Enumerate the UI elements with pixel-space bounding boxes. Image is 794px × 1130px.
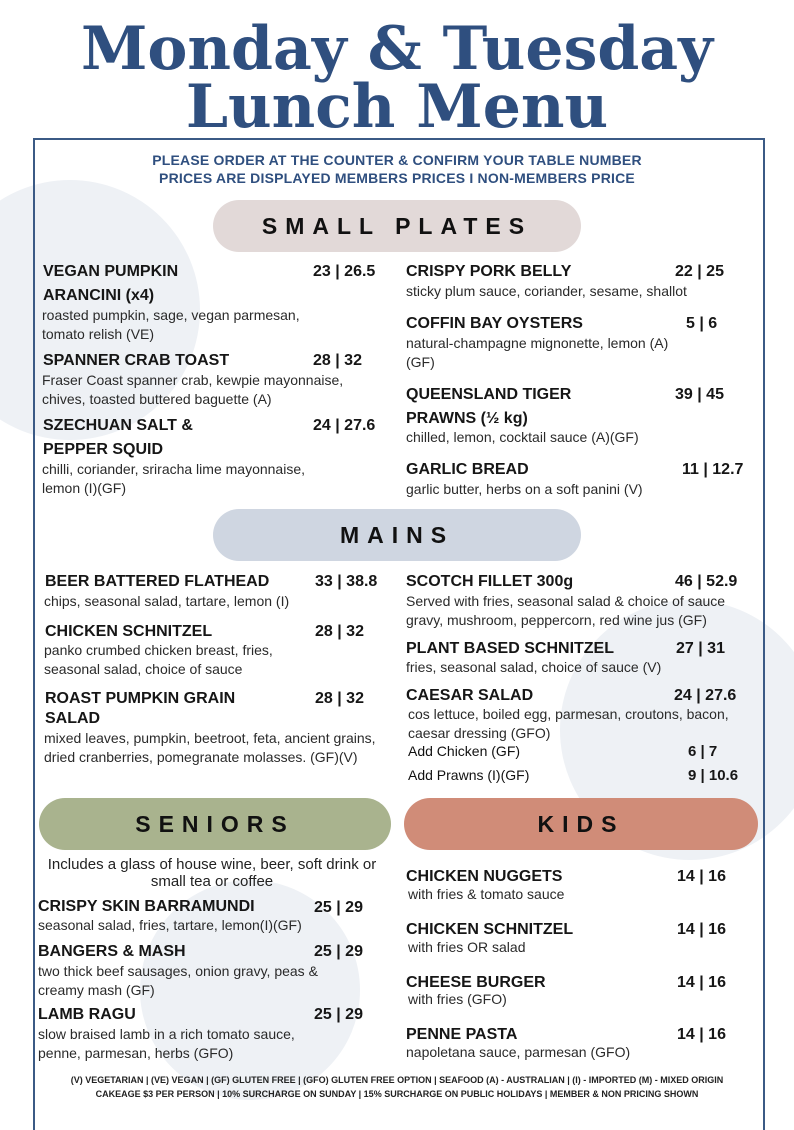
- item-name: PEPPER SQUID: [43, 441, 164, 458]
- item-description: cos lettuce, boiled egg, parmesan, croutons, bacon, caesar dressing (GFO): [408, 706, 729, 741]
- item-name: SZECHUAN SALT &: [43, 417, 193, 434]
- item-price: 33 | 38.8: [315, 573, 378, 590]
- surcharge-notice: CAKEAGE $3 PER PERSON | 10% SURCHARGE ON SUNDAY | 15% SURCHARGE ON PUBLIC HOLIDAYS | MEMBER & NON PRICING SHOWN: [95, 1089, 699, 1099]
- item-price: 27 | 31: [676, 640, 725, 657]
- item-name: BANGERS & MASH: [38, 943, 186, 960]
- item-price: 14 | 16: [677, 974, 726, 991]
- item-name: VEGAN PUMPKIN: [43, 263, 179, 280]
- menu-title-line-1: Monday & Tuesday: [80, 14, 714, 84]
- item-price: 28 | 32: [313, 352, 362, 369]
- item-description: Fraser Coast spanner crab, kewpie mayonnaise, chives, toasted buttered baguette (A): [42, 372, 344, 407]
- item-description: Served with fries, seasonal salad & choice of sauce gravy, mushroom, peppercorn, red wine jus (GF): [406, 593, 726, 628]
- item-description: fries, seasonal salad, choice of sauce (V): [406, 659, 662, 675]
- item-name: LAMB RAGU: [38, 1006, 136, 1023]
- item-price: 23 | 26.5: [313, 263, 376, 280]
- item-name: PENNE PASTA: [406, 1026, 518, 1043]
- item-price: 14 | 16: [677, 1026, 726, 1043]
- item-price: 24 | 27.6: [313, 417, 376, 434]
- item-price: 28 | 32: [315, 623, 364, 640]
- item-price: 14 | 16: [677, 921, 726, 938]
- item-name: ARANCINI (x4): [43, 287, 155, 304]
- item-price: 24 | 27.6: [674, 687, 737, 704]
- item-description: two thick beef sausages, onion gravy, peas & creamy mash (GF): [38, 963, 318, 998]
- item-name: SCOTCH FILLET 300g: [406, 573, 574, 590]
- item-name: CHICKEN SCHNITZEL: [406, 921, 574, 938]
- item-description: slow braised lamb in a rich tomato sauce, penne, parmesan, herbs (GFO): [38, 1026, 295, 1061]
- item-name: CHICKEN SCHNITZEL: [45, 623, 213, 640]
- item-price: 11 | 12.7: [682, 461, 744, 478]
- item-description: natural-champagne mignonette, lemon (A)(GF): [406, 335, 669, 370]
- item-name: QUEENSLAND TIGER: [406, 386, 572, 403]
- item-description: with fries OR salad: [408, 939, 526, 955]
- item-name: GARLIC BREAD: [406, 461, 529, 478]
- item-price: 28 | 32: [315, 690, 364, 707]
- addon-price: 9 | 10.6: [688, 767, 739, 784]
- item-description: with fries (GFO): [408, 991, 507, 1007]
- item-name: ROAST PUMPKIN GRAIN: [45, 690, 236, 707]
- item-name: PRAWNS (½ kg): [406, 410, 528, 427]
- item-price: 25 | 29: [314, 943, 363, 960]
- item-description: with fries & tomato sauce: [408, 886, 565, 902]
- order-notice: PLEASE ORDER AT THE COUNTER & CONFIRM YOUR TABLE NUMBER: [152, 152, 642, 168]
- item-description: chilli, coriander, sriracha lime mayonnaise, lemon (I)(GF): [42, 461, 305, 496]
- item-name: PLANT BASED SCHNITZEL: [406, 640, 614, 657]
- item-description: chips, seasonal salad, tartare, lemon (I): [44, 593, 290, 609]
- item-description: mixed leaves, pumpkin, beetroot, feta, ancient grains, dried cranberries, pomegranate molasses. (GF)(V): [44, 730, 376, 765]
- small-plates-heading: SMALL PLATES: [213, 200, 581, 252]
- item-description: sticky plum sauce, coriander, sesame, shallot: [406, 283, 687, 299]
- item-price: 14 | 16: [677, 868, 726, 885]
- pricing-notice: PRICES ARE DISPLAYED MEMBERS PRICES I NON-MEMBERS PRICE: [159, 170, 635, 186]
- item-price: 25 | 29: [314, 899, 363, 916]
- item-name: CRISPY PORK BELLY: [406, 263, 572, 280]
- item-description: seasonal salad, fries, tartare, lemon(I)(GF): [38, 917, 302, 933]
- addon-price: 6 | 7: [688, 743, 718, 760]
- item-price: 22 | 25: [675, 263, 724, 280]
- addon-label: Add Prawns (I)(GF): [408, 767, 530, 783]
- addon-label: Add Chicken (GF): [408, 743, 521, 759]
- item-name: SALAD: [45, 710, 101, 727]
- item-description: garlic butter, herbs on a soft panini (V): [406, 481, 643, 497]
- item-price: 39 | 45: [675, 386, 724, 403]
- item-name: SPANNER CRAB TOAST: [43, 352, 230, 369]
- item-name: CHICKEN NUGGETS: [406, 868, 563, 885]
- seniors-heading: SENIORS: [39, 798, 391, 850]
- item-name: CHEESE BURGER: [406, 974, 546, 991]
- dietary-legend: (V) VEGETARIAN | (VE) VEGAN | (GF) GLUTEN FREE | (GFO) GLUTEN FREE OPTION | SEAFOOD (A) - AUSTRALIAN | (I) - IMPORTED (M) - MIXED ORIGIN: [70, 1075, 724, 1085]
- item-name: COFFIN BAY OYSTERS: [406, 315, 583, 332]
- item-price: 46 | 52.9: [675, 573, 738, 590]
- mains-heading: MAINS: [213, 509, 581, 561]
- item-name: CRISPY SKIN BARRAMUNDI: [38, 898, 255, 915]
- menu-title-line-2: Lunch Menu: [185, 72, 609, 142]
- item-description: panko crumbed chicken breast, fries, seasonal salad, choice of sauce: [44, 642, 273, 677]
- item-price: 25 | 29: [314, 1006, 363, 1023]
- kids-heading: KIDS: [404, 798, 758, 850]
- item-name: BEER BATTERED FLATHEAD: [45, 573, 270, 590]
- item-price: 5 | 6: [686, 315, 718, 332]
- item-description: chilled, lemon, cocktail sauce (A)(GF): [406, 429, 639, 445]
- seniors-intro: Includes a glass of house wine, beer, soft drink or small tea or coffee: [47, 856, 377, 890]
- item-description: roasted pumpkin, sage, vegan parmesan, tomato relish (VE): [42, 307, 300, 342]
- item-description: napoletana sauce, parmesan (GFO): [406, 1044, 631, 1060]
- item-name: CAESAR SALAD: [406, 687, 534, 704]
